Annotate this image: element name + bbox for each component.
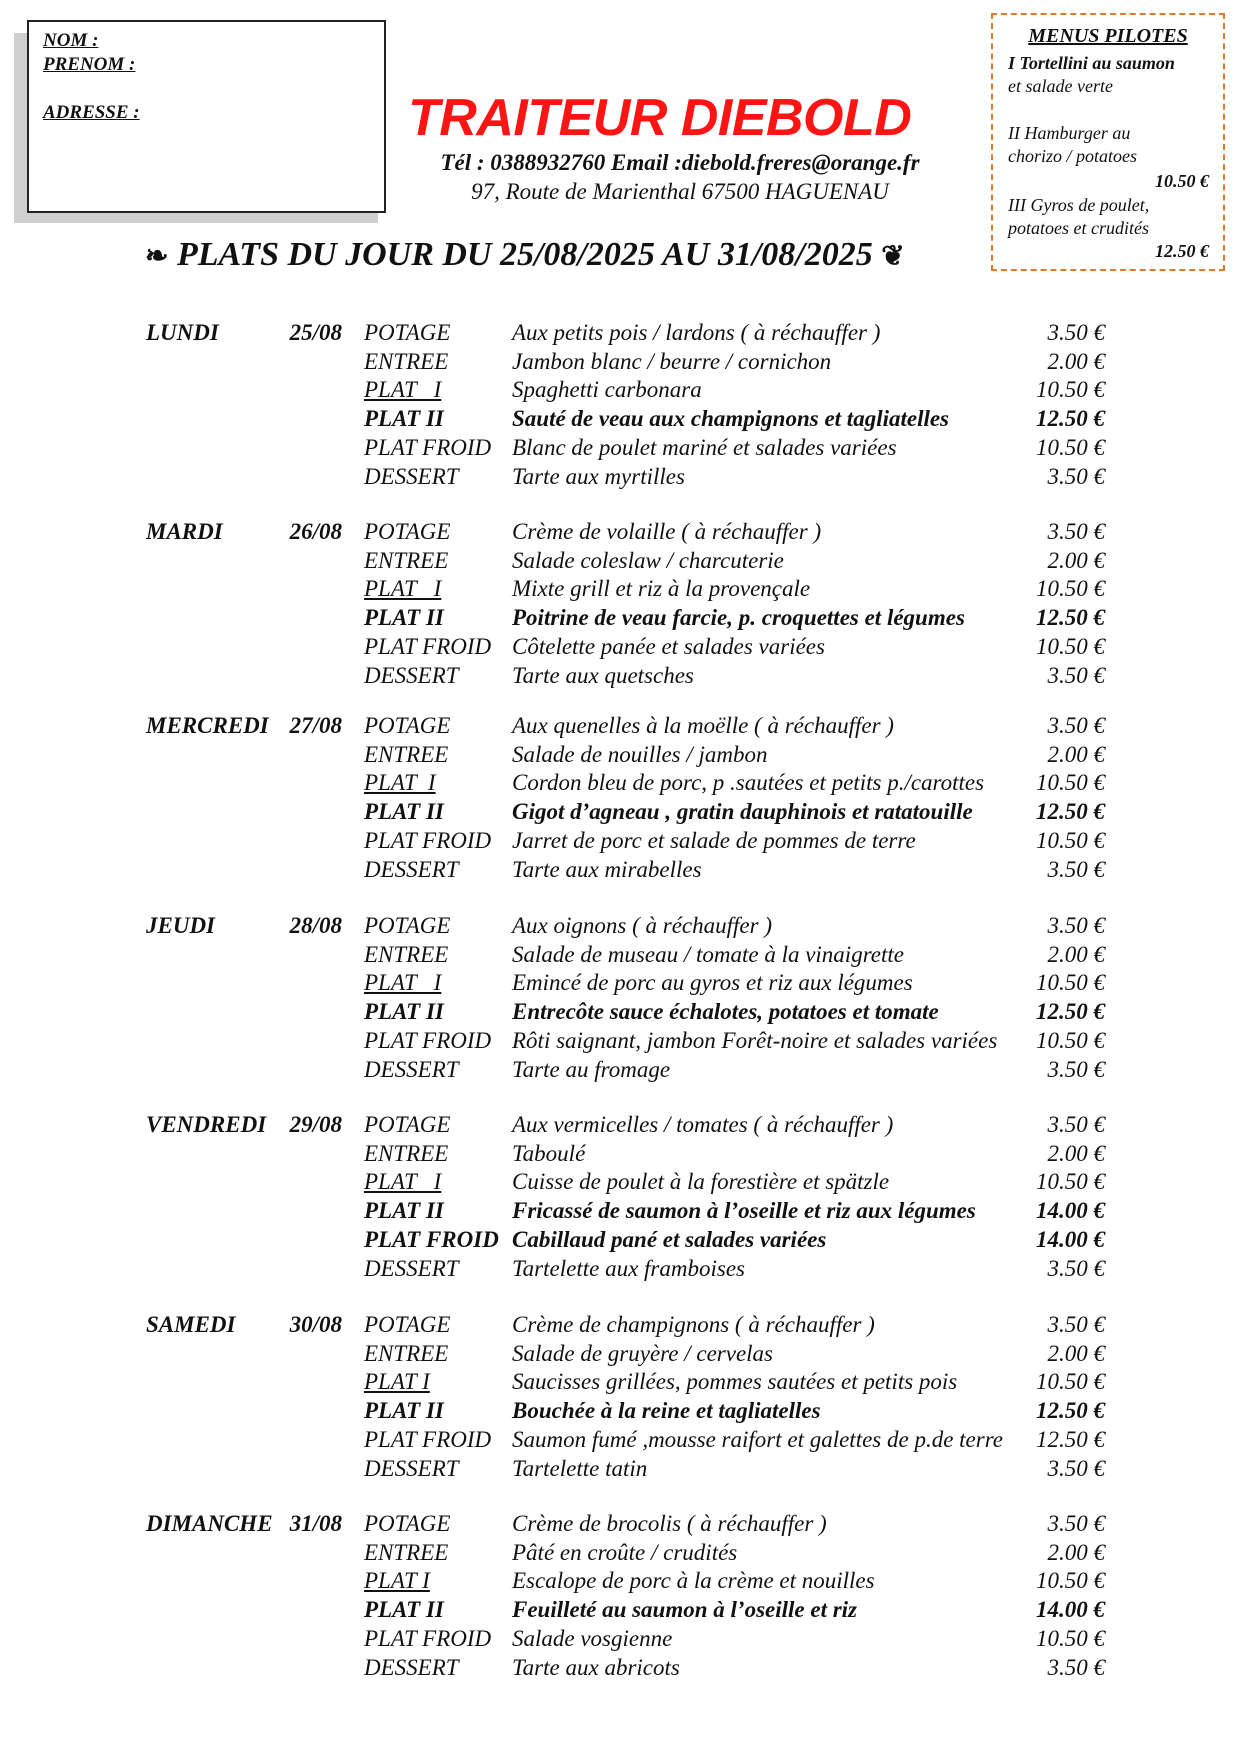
menu-category: PLAT II <box>364 1198 444 1223</box>
menu-category: POTAGE <box>364 713 451 738</box>
pilote-line: II Hamburger au <box>1008 123 1131 143</box>
menu-category: PLAT II <box>364 999 444 1024</box>
menu-dish: Aux petits pois / lardons ( à réchauffer ) <box>512 320 881 345</box>
pilote-price: 12.50 € <box>1155 241 1209 261</box>
menu-dish: Feuilleté au saumon à l’oseille et riz <box>512 1597 858 1622</box>
menu-dish: Crème de volaille ( à réchauffer ) <box>512 519 822 544</box>
menu-dish: Salade de gruyère / cervelas <box>512 1341 773 1366</box>
menu-dish: Aux quenelles à la moëlle ( à réchauffer ) <box>512 713 894 738</box>
menu-price: 3.50 € <box>1047 1312 1105 1337</box>
brand-title: TRAITEUR DIEBOLD <box>408 89 912 147</box>
menu-price: 12.50 € <box>1036 799 1105 824</box>
menu-price: 3.50 € <box>1047 464 1105 489</box>
menu-price: 2.00 € <box>1047 942 1105 967</box>
menu-row <box>0 970 1241 998</box>
menu-row <box>0 1568 1241 1596</box>
menu-price: 14.00 € <box>1036 1227 1105 1252</box>
menu-row <box>0 1256 1241 1284</box>
menu-price: 3.50 € <box>1047 713 1105 738</box>
menu-row <box>0 1312 1241 1340</box>
prenom-label: PRENOM : <box>43 54 136 75</box>
menu-dish: Blanc de poulet mariné et salades variées <box>512 435 897 460</box>
day-name: DIMANCHE <box>146 1511 273 1536</box>
menu-row <box>0 1456 1241 1484</box>
menu-dish: Tartelette aux framboises <box>512 1256 745 1281</box>
menu-dish: Taboulé <box>512 1141 586 1166</box>
day-date: 27/08 <box>289 713 342 738</box>
menu-row <box>0 1369 1241 1397</box>
menus-pilotes-title: MENUS PILOTES <box>1028 25 1188 47</box>
menu-price: 2.00 € <box>1047 548 1105 573</box>
menu-row <box>0 548 1241 576</box>
menu-price: 3.50 € <box>1047 1655 1105 1680</box>
menu-price: 3.50 € <box>1047 1511 1105 1536</box>
menu-price: 2.00 € <box>1047 1540 1105 1565</box>
menu-category: PLAT FROID <box>364 1427 492 1452</box>
menu-price: 3.50 € <box>1047 320 1105 345</box>
menu-price: 3.50 € <box>1047 519 1105 544</box>
menu-price: 3.50 € <box>1047 1112 1105 1137</box>
pilote-line: et salade verte <box>1008 76 1113 96</box>
day-date: 30/08 <box>289 1312 342 1337</box>
address-line: 97, Route de Marienthal 67500 HAGUENAU <box>471 179 889 204</box>
menu-price: 12.50 € <box>1036 999 1105 1024</box>
menu-category: PLAT I <box>364 1169 442 1194</box>
menu-category: PLAT FROID <box>364 1626 492 1651</box>
menu-dish: Aux oignons ( à réchauffer ) <box>512 913 772 938</box>
menu-dish: Tarte aux abricots <box>512 1655 680 1680</box>
menu-dish: Salade de museau / tomate à la vinaigrette <box>512 942 904 967</box>
menu-price: 10.50 € <box>1036 435 1105 460</box>
day-date: 25/08 <box>289 320 342 345</box>
menu-row <box>0 828 1241 856</box>
menu-category: POTAGE <box>364 1511 451 1536</box>
menu-category: ENTREE <box>364 349 449 374</box>
menu-row <box>0 349 1241 377</box>
menu-dish: Cordon bleu de porc, p .sautées et petits p./carottes <box>512 770 985 795</box>
menu-row <box>0 464 1241 492</box>
day-date: 26/08 <box>289 519 342 544</box>
menu-row <box>0 519 1241 547</box>
menu-category: ENTREE <box>364 942 449 967</box>
menu-dish: Salade de nouilles / jambon <box>512 742 768 767</box>
menu-price: 14.00 € <box>1036 1597 1105 1622</box>
menu-row <box>0 377 1241 405</box>
menu-row <box>0 1341 1241 1369</box>
menu-dish: Tarte aux quetsches <box>512 663 694 688</box>
menu-dish: Tarte au fromage <box>512 1057 671 1082</box>
menu-row <box>0 942 1241 970</box>
week-title <box>145 236 1025 276</box>
menu-dish: Spaghetti carbonara <box>512 377 702 402</box>
menu-row <box>0 999 1241 1027</box>
menu-category: PLAT II <box>364 799 444 824</box>
menu-category: POTAGE <box>364 519 451 544</box>
menu-price: 12.50 € <box>1036 1398 1105 1423</box>
menu-row <box>0 320 1241 348</box>
menu-row <box>0 1511 1241 1539</box>
menu-category: PLAT FROID <box>364 828 492 853</box>
menu-category: PLAT FROID <box>364 1227 499 1252</box>
menu-category: DESSERT <box>364 857 459 882</box>
pilote-line <box>1008 52 1175 75</box>
menu-category: PLAT I <box>364 377 442 402</box>
menu-category: PLAT II <box>364 406 444 431</box>
menu-category: PLAT II <box>364 1398 444 1423</box>
menu-dish: Jambon blanc / beurre / cornichon <box>512 349 832 374</box>
menu-category: PLAT I <box>364 576 442 601</box>
menu-dish: Cabillaud pané et salades variées <box>512 1227 827 1252</box>
menu-row <box>0 799 1241 827</box>
menu-price: 3.50 € <box>1047 1456 1105 1481</box>
menu-category: ENTREE <box>364 1540 449 1565</box>
menu-row <box>0 1655 1241 1683</box>
menu-dish: Crème de brocolis ( à réchauffer ) <box>512 1511 827 1536</box>
menu-dish: Aux vermicelles / tomates ( à réchauffer ) <box>512 1112 894 1137</box>
menu-dish: Entrecôte sauce échalotes, potatoes et tomate <box>512 999 939 1024</box>
menu-row <box>0 1626 1241 1654</box>
day-date: 28/08 <box>289 913 342 938</box>
menu-category: DESSERT <box>364 464 459 489</box>
day-name: SAMEDI <box>146 1312 236 1337</box>
menu-dish: Cuisse de poulet à la forestière et spätzle <box>512 1169 890 1194</box>
menu-row <box>0 1227 1241 1255</box>
menu-price: 2.00 € <box>1047 1341 1105 1366</box>
menu-row <box>0 1057 1241 1085</box>
day-name: MERCREDI <box>146 713 269 738</box>
menu-row <box>0 713 1241 741</box>
day-name: VENDREDI <box>146 1112 267 1137</box>
menu-price: 3.50 € <box>1047 913 1105 938</box>
menu-price: 10.50 € <box>1036 770 1105 795</box>
menu-category: DESSERT <box>364 1256 459 1281</box>
menu-dish: Saumon fumé ,mousse raifort et galettes de p.de terre <box>512 1427 1004 1452</box>
menu-dish: Tartelette tatin <box>512 1456 648 1481</box>
menu-row <box>0 1141 1241 1169</box>
menu-price: 3.50 € <box>1047 663 1105 688</box>
menu-row <box>0 1112 1241 1140</box>
menu-category: POTAGE <box>364 913 451 938</box>
pilote-price: 10.50 € <box>1155 171 1209 191</box>
menu-category: DESSERT <box>364 663 459 688</box>
menu-dish: Rôti saignant, jambon Forêt-noire et salades variées <box>512 1028 998 1053</box>
menu-category: PLAT II <box>364 605 444 630</box>
menu-category: ENTREE <box>364 548 449 573</box>
menu-dish: Fricassé de saumon à l’oseille et riz aux légumes <box>512 1198 976 1223</box>
menu-dish: Mixte grill et riz à la provençale <box>512 576 811 601</box>
menu-dish: Sauté de veau aux champignons et tagliatelles <box>512 406 950 431</box>
menu-dish: Jarret de porc et salade de pommes de terre <box>512 828 916 853</box>
menu-row <box>0 770 1241 798</box>
menu-price: 12.50 € <box>1036 406 1105 431</box>
pilote-line: chorizo / potatoes <box>1008 146 1137 166</box>
menu-price: 10.50 € <box>1036 576 1105 601</box>
day-name: LUNDI <box>146 320 219 345</box>
ornament-right-icon: ❦ <box>881 241 905 272</box>
menus-pilotes-box <box>991 13 1225 271</box>
menu-price: 10.50 € <box>1036 1568 1105 1593</box>
menu-price: 10.50 € <box>1036 377 1105 402</box>
contact-line: Tél : 0388932760 Email :diebold.freres@orange.fr <box>440 150 920 175</box>
menu-price: 10.50 € <box>1036 634 1105 659</box>
menu-row <box>0 663 1241 691</box>
menu-price: 10.50 € <box>1036 828 1105 853</box>
menu-price: 2.00 € <box>1047 742 1105 767</box>
menu-dish: Tarte aux mirabelles <box>512 857 702 882</box>
menu-price: 3.50 € <box>1047 857 1105 882</box>
menu-category: PLAT II <box>364 1597 444 1622</box>
menu-dish: Saucisses grillées, pommes sautées et petits pois <box>512 1369 958 1394</box>
menu-row <box>0 1398 1241 1426</box>
day-date: 29/08 <box>289 1112 342 1137</box>
menu-dish: Bouchée à la reine et tagliatelles <box>512 1398 821 1423</box>
menu-price: 12.50 € <box>1036 1427 1105 1452</box>
menu-category: PLAT FROID <box>364 1028 492 1053</box>
menu-row <box>0 1540 1241 1568</box>
menu-row <box>0 406 1241 434</box>
menu-price: 10.50 € <box>1036 1028 1105 1053</box>
ornament-left-icon: ❧ <box>145 241 169 272</box>
menu-category: PLAT I <box>364 970 442 995</box>
menu-row <box>0 576 1241 604</box>
menu-dish: Emincé de porc au gyros et riz aux légumes <box>512 970 913 995</box>
menu-row <box>0 1427 1241 1455</box>
menu-category: POTAGE <box>364 320 451 345</box>
menu-dish: Tarte aux myrtilles <box>512 464 685 489</box>
menu-dish: Salade vosgienne <box>512 1626 673 1651</box>
menu-price: 14.00 € <box>1036 1198 1105 1223</box>
menu-row <box>0 1597 1241 1625</box>
menu-category: ENTREE <box>364 1141 449 1166</box>
menu-dish: Pâté en croûte / crudités <box>512 1540 738 1565</box>
menu-price: 2.00 € <box>1047 349 1105 374</box>
menu-price: 12.50 € <box>1036 605 1105 630</box>
menu-price: 2.00 € <box>1047 1141 1105 1166</box>
menu-category: PLAT FROID <box>364 634 492 659</box>
day-name: JEUDI <box>146 913 216 938</box>
menu-category: DESSERT <box>364 1456 459 1481</box>
menu-dish: Salade coleslaw / charcuterie <box>512 548 784 573</box>
menu-row <box>0 742 1241 770</box>
menu-row <box>0 435 1241 463</box>
menu-price: 10.50 € <box>1036 970 1105 995</box>
client-info-box <box>27 20 386 213</box>
nom-label: NOM : <box>43 30 99 51</box>
pilote-line: III Gyros de poulet, <box>1008 195 1150 215</box>
menu-category: ENTREE <box>364 1341 449 1366</box>
menu-category: POTAGE <box>364 1112 451 1137</box>
menu-category: PLAT I <box>364 1568 430 1593</box>
menu-row <box>0 1169 1241 1197</box>
menu-row <box>0 1028 1241 1056</box>
day-name: MARDI <box>146 519 223 544</box>
menu-category: PLAT I <box>364 770 436 795</box>
menu-dish: Crème de champignons ( à réchauffer ) <box>512 1312 875 1337</box>
menu-price: 3.50 € <box>1047 1256 1105 1281</box>
menu-category: DESSERT <box>364 1655 459 1680</box>
adresse-label: ADRESSE : <box>43 102 140 123</box>
menu-row <box>0 857 1241 885</box>
menu-row <box>0 634 1241 662</box>
menu-dish: Gigot d’agneau , gratin dauphinois et ratatouille <box>512 799 973 824</box>
menu-price: 3.50 € <box>1047 1057 1105 1082</box>
week-title-text: PLATS DU JOUR DU 25/08/2025 AU 31/08/2025 <box>176 236 873 273</box>
menu-row <box>0 913 1241 941</box>
menu-price: 10.50 € <box>1036 1626 1105 1651</box>
menu-row <box>0 1198 1241 1226</box>
menu-category: ENTREE <box>364 742 449 767</box>
pilote-line-text: I Tortellini au saumon <box>1008 53 1175 73</box>
menu-dish: Escalope de porc à la crème et nouilles <box>512 1568 875 1593</box>
menu-dish: Côtelette panée et salades variées <box>512 634 825 659</box>
pilote-line: potatoes et crudités <box>1008 218 1149 238</box>
menu-row <box>0 605 1241 633</box>
menu-category: PLAT I <box>364 1369 430 1394</box>
menu-category: POTAGE <box>364 1312 451 1337</box>
menu-dish: Poitrine de veau farcie, p. croquettes et légumes <box>512 605 965 630</box>
menu-category: PLAT FROID <box>364 435 492 460</box>
menu-category: DESSERT <box>364 1057 459 1082</box>
menu-price: 10.50 € <box>1036 1169 1105 1194</box>
day-date: 31/08 <box>289 1511 342 1536</box>
menu-price: 10.50 € <box>1036 1369 1105 1394</box>
